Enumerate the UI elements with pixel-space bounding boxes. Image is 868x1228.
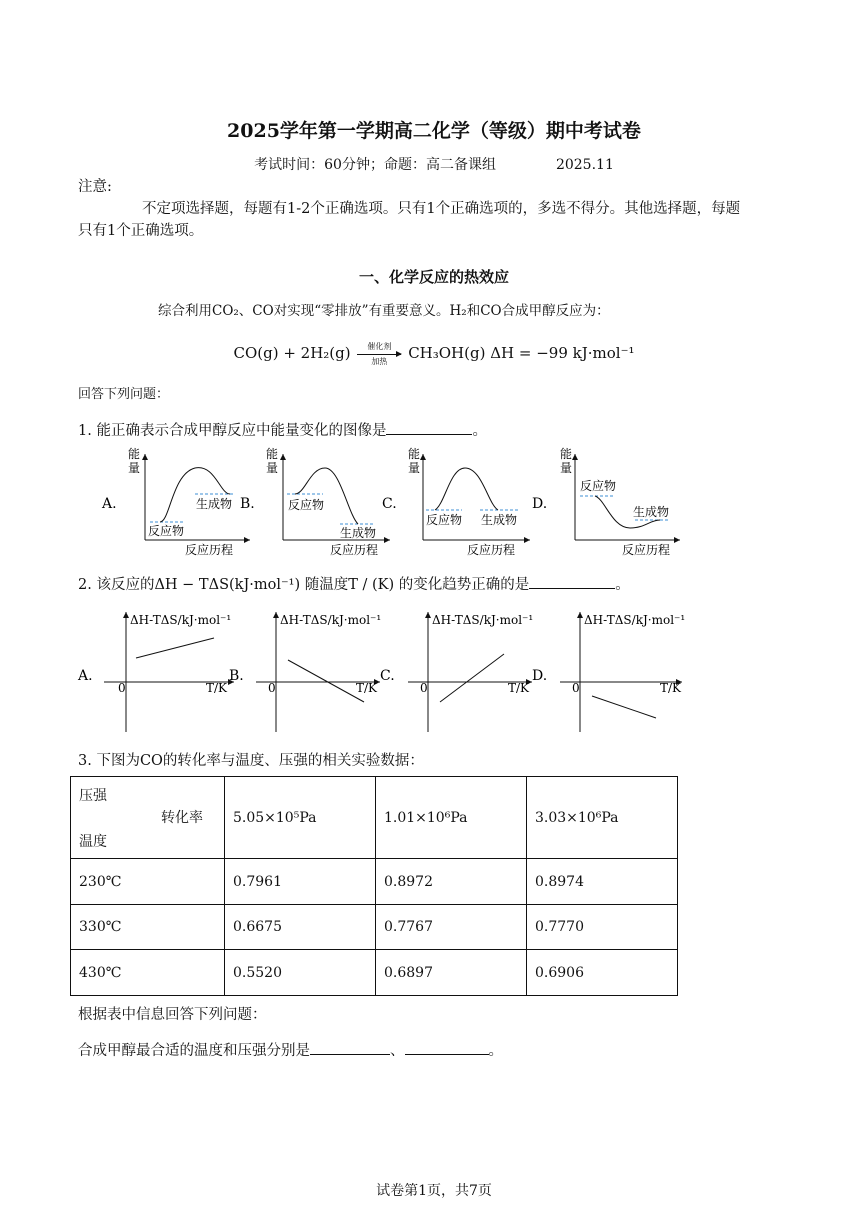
- q2-d-origin: 0: [572, 681, 580, 695]
- exam-info: [0, 154, 868, 174]
- q1-b-xlabel: 反应历程: [330, 543, 379, 557]
- eq-right: CH₃OH(g) ΔH = −99 kJ·mol⁻¹: [408, 344, 635, 362]
- q1-question: 1. 能正确表示合成甲醇反应中能量变化的图像是: [78, 423, 387, 439]
- q1-a-xlabel: 反应历程: [185, 543, 234, 557]
- cell: 0.6906: [527, 950, 678, 996]
- q1-a-product: 生成物: [196, 497, 233, 511]
- table-header-corner: [71, 777, 225, 859]
- q1-d-ylabel-2: 量: [560, 461, 573, 475]
- notice-label: 注意:: [78, 179, 112, 195]
- q1-d-product: 生成物: [633, 505, 670, 519]
- q3-follow: 根据表中信息回答下列问题：: [78, 1007, 267, 1023]
- col-header-2: 1.01×10⁶Pa: [376, 777, 527, 859]
- q2-c-xlabel: T/K: [508, 681, 530, 695]
- q3-text: 3. 下图为CO的转化率与温度、压强的相关实验数据：: [78, 753, 424, 769]
- cell: 0.8972: [376, 859, 527, 905]
- q2-option-b-label: B.: [229, 668, 244, 684]
- q2-option-c-label: C.: [380, 668, 395, 684]
- eq-left: CO(g) + 2H₂(g): [233, 344, 351, 362]
- q1-c-ylabel-2: 量: [408, 461, 421, 475]
- q2-b-ylabel: ΔH-TΔS/kJ·mol⁻¹: [280, 613, 382, 627]
- table-row: [71, 905, 678, 950]
- q1-d-ylabel-1: 能: [560, 447, 573, 461]
- row-temp: 230℃: [71, 859, 225, 905]
- cell: 0.7767: [376, 905, 527, 950]
- reaction-equation: [0, 342, 868, 366]
- q1-c-reactant: 反应物: [426, 513, 463, 527]
- header-pressure: 压强: [79, 788, 107, 804]
- q2-text: [78, 574, 630, 596]
- q1-text: [78, 420, 487, 442]
- q2-d-ylabel: ΔH-TΔS/kJ·mol⁻¹: [584, 613, 686, 627]
- q1-b-ylabel-2: 量: [266, 461, 279, 475]
- table-row: [71, 859, 678, 905]
- q2-c-ylabel: ΔH-TΔS/kJ·mol⁻¹: [432, 613, 534, 627]
- notice-line1: 不定项选择题，每题有1-2个正确选项。只有1个正确选项的，多选不得分。其他选择题，每题: [142, 201, 741, 217]
- exam-subtitle: 考试时间：60分钟；命题：高二备课组: [254, 157, 496, 173]
- answer-prompt: 回答下列问题：: [78, 387, 170, 402]
- q2-answer-blank[interactable]: [529, 574, 615, 589]
- cell: 0.6897: [376, 950, 527, 996]
- table-row: [71, 950, 678, 996]
- q2-b-line: [288, 660, 364, 702]
- q1-option-a-label: A.: [102, 496, 117, 512]
- conversion-table: [70, 776, 678, 996]
- exam-date: 2025.11: [555, 157, 614, 173]
- q2-c-origin: 0: [420, 681, 428, 695]
- cell: 0.7961: [225, 859, 376, 905]
- page-title: 2025学年第一学期高二化学（等级）期中考试卷: [227, 120, 641, 142]
- q1-a-curve: [160, 468, 233, 522]
- q1-b-ylabel-1: 能: [266, 447, 279, 461]
- section-intro: 综合利用CO₂、CO对实现“零排放”有重要意义。H₂和CO合成甲醇反应为：: [158, 303, 610, 319]
- reaction-arrow: [357, 342, 401, 366]
- arrow-line: [357, 354, 401, 355]
- q1-c-xlabel: 反应历程: [467, 543, 516, 557]
- q3-ask-text: 合成甲醇最合适的温度和压强分别是: [78, 1043, 310, 1059]
- q2-option-d-label: D.: [532, 668, 548, 684]
- q2-a-line: [136, 638, 214, 658]
- row-temp: 430℃: [71, 950, 225, 996]
- q1-end: 。: [472, 423, 487, 439]
- q2-a-xlabel: T/K: [206, 681, 228, 695]
- q2-option-a-label: A.: [78, 668, 93, 684]
- q2-a-ylabel: ΔH-TΔS/kJ·mol⁻¹: [130, 613, 232, 627]
- q1-a-ylabel-1: 能: [128, 447, 141, 461]
- q2-d-xlabel: T/K: [660, 681, 682, 695]
- cell: 0.5520: [225, 950, 376, 996]
- q2-b-xlabel: T/K: [356, 681, 378, 695]
- q1-d-xlabel: 反应历程: [622, 543, 671, 557]
- q1-c-curve: [435, 468, 498, 510]
- q1-b-curve: [295, 468, 358, 524]
- q1-answer-blank[interactable]: [386, 420, 472, 435]
- q3-sep: 、: [390, 1043, 405, 1059]
- row-temp: 330℃: [71, 905, 225, 950]
- q2-d-line: [592, 696, 656, 718]
- cell: 0.6675: [225, 905, 376, 950]
- q2-graphs: [74, 604, 704, 734]
- cell: 0.8974: [527, 859, 678, 905]
- header-temp: 温度: [79, 834, 107, 850]
- eq-condition: 加热: [371, 357, 388, 366]
- q2-end: 。: [615, 577, 630, 593]
- q3-temp-blank[interactable]: [310, 1040, 390, 1055]
- q3-end: 。: [488, 1043, 503, 1059]
- q2-c-line: [440, 654, 504, 702]
- q3-ask: [78, 1040, 503, 1062]
- q1-option-c-label: C.: [382, 496, 397, 512]
- q3-pressure-blank[interactable]: [405, 1040, 489, 1055]
- q1-option-b-label: B.: [240, 496, 255, 512]
- q1-b-product: 生成物: [340, 526, 377, 540]
- col-header-3: 3.03×10⁶Pa: [527, 777, 678, 859]
- q1-a-ylabel-2: 量: [128, 461, 141, 475]
- q1-b-reactant: 反应物: [288, 498, 325, 512]
- q1-option-d-label: D.: [532, 496, 548, 512]
- q1-c-ylabel-1: 能: [408, 447, 421, 461]
- q2-b-origin: 0: [268, 681, 276, 695]
- q1-energy-diagrams: [90, 444, 710, 564]
- q2-question: 2. 该反应的ΔH − TΔS(kJ·mol⁻¹) 随温度T / (K) 的变化趋势正确的是: [78, 577, 530, 593]
- col-header-1: 5.05×10⁵Pa: [225, 777, 376, 859]
- q1-c-product: 生成物: [481, 513, 518, 527]
- section-title: 一、化学反应的热效应: [358, 268, 509, 286]
- cell: 0.7770: [527, 905, 678, 950]
- q1-a-reactant: 反应物: [148, 524, 185, 538]
- header-rate: 转化率: [161, 810, 203, 826]
- eq-catalyst: 催化剂: [367, 342, 392, 351]
- q2-a-origin: 0: [118, 681, 126, 695]
- q1-d-reactant: 反应物: [580, 479, 617, 493]
- notice-line2: 只有1个正确选项。: [78, 223, 204, 239]
- page-footer: 试卷第1页，共7页: [376, 1183, 492, 1199]
